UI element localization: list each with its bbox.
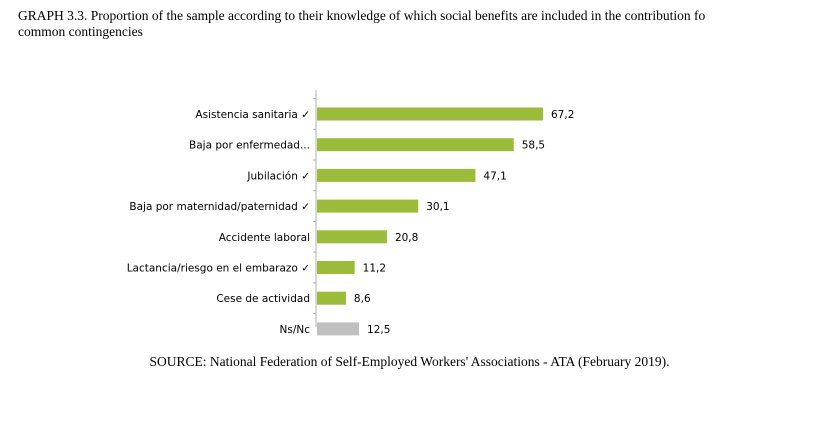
category-label: Ns/Nc [279, 323, 310, 336]
title-line-1: GRAPH 3.3. Proportion of the sample according to their knowledge of which social benefits are included in the contribution fo [18, 8, 706, 23]
bar [317, 230, 387, 243]
bar [317, 169, 475, 182]
category-label: Asistencia sanitaria ✓ [195, 109, 310, 121]
category-label: Baja por enfermedad... [189, 139, 310, 152]
bar [317, 108, 543, 121]
bar [317, 200, 418, 213]
value-label: 58,5 [521, 139, 546, 152]
category-label: Cese de actividad [216, 293, 310, 306]
value-label: 67,2 [551, 109, 575, 121]
value-label: 47,1 [483, 170, 507, 183]
value-label: 8,6 [353, 293, 371, 306]
bar [317, 138, 514, 151]
title-line-2: common contingencies [18, 24, 143, 39]
bar-chart [0, 90, 819, 350]
bar [317, 322, 359, 335]
bar [317, 292, 346, 305]
chart-title [18, 8, 819, 40]
value-label: 12,5 [367, 323, 391, 336]
bar [317, 261, 355, 274]
value-label: 11,2 [362, 262, 387, 275]
category-label: Accidente laboral [218, 231, 310, 244]
category-label: Baja por maternidad/paternidad ✓ [129, 201, 310, 214]
source-note: SOURCE: National Federation of Self-Employed Workers' Associations - ATA (February 2019). [149, 354, 670, 369]
value-label: 20,8 [394, 231, 419, 244]
category-label: Lactancia/riesgo en el embarazo ✓ [126, 262, 310, 275]
category-label: Jubilación ✓ [247, 170, 310, 183]
value-label: 30,1 [426, 201, 450, 214]
